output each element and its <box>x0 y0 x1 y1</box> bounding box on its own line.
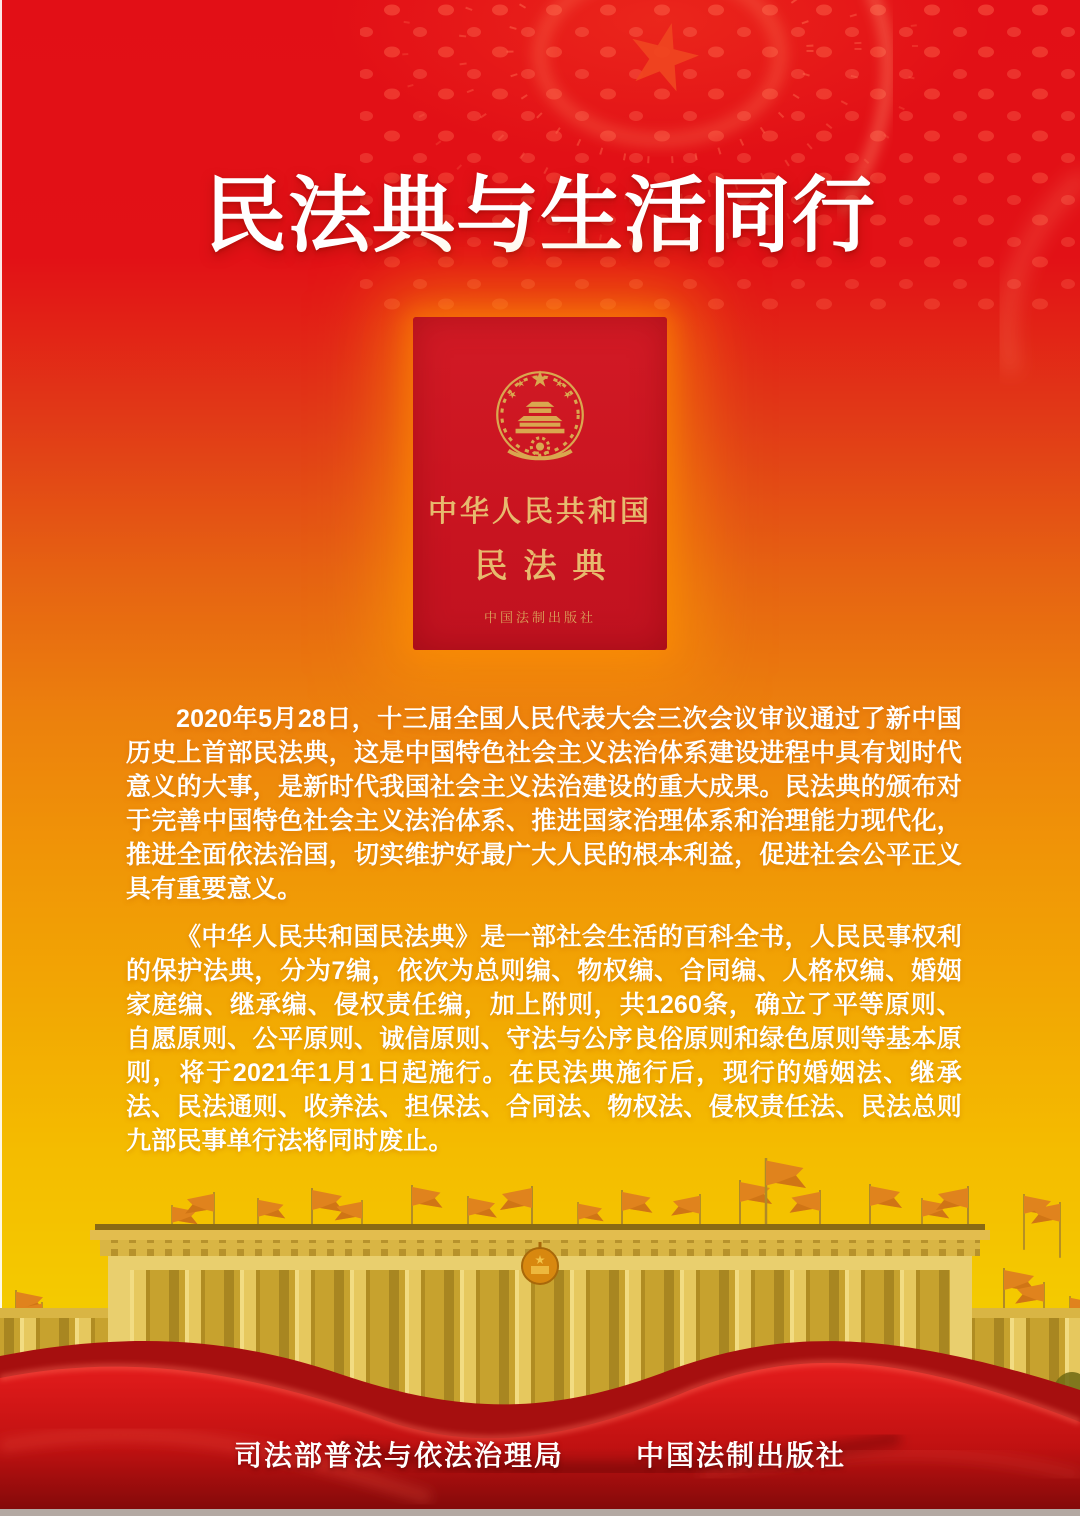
footer <box>0 1434 1080 1474</box>
red-ribbon <box>0 1326 1080 1516</box>
footer-org-left: 司法部普法与依法治理局 <box>233 1441 564 1472</box>
national-emblem-icon <box>488 359 592 471</box>
paragraph-1: 2020年5月28日，十三届全国人民代表大会三次会议审议通过了新中国历史上首部民法典，这是中国特色社会主义法治体系建设进程中具有划时代意义的大事，是新时代我国社会主义法治建设的重大成果。民法典的颁布对于完善中国特色社会主义法治体系、推进国家治理体系和治理能力现代化，推进全面依法治国，切实维护好最广大人民的根本利益，促进社会公平正义具有重要意义。 <box>126 705 962 903</box>
footer-org-right: 中国法制出版社 <box>636 1441 847 1472</box>
poster-title: 民法典与生活同行 <box>204 169 876 262</box>
bottom-border <box>0 1509 1080 1516</box>
book-publisher: 中国法制出版社 <box>483 610 596 625</box>
civil-code-book-cover <box>413 317 667 650</box>
book-title-line2: 民法典 <box>474 549 622 585</box>
intro-text <box>126 702 962 1158</box>
paragraph-2: 《中华人民共和国民法典》是一部社会生活的百科全书，人民民事权利的保护法典，分为7编，依次为总则编、物权编、合同编、人格权编、婚姻家庭编、继承编、侵权责任编，加上附则，共1260条，确立了平等原则、自愿原则、公平原则、诚信原则、守法与公序良俗原则和绿色原则等基本原则，将于2021年1月1日起施行。在民法典施行后，现行的婚姻法、继承法、民法通则、收养法、担保法、合同法、物权法、侵权责任法、民法总则九部民事单行法将同时废止。 <box>126 923 962 1155</box>
book-title-line1: 中华人民共和国 <box>427 496 652 528</box>
